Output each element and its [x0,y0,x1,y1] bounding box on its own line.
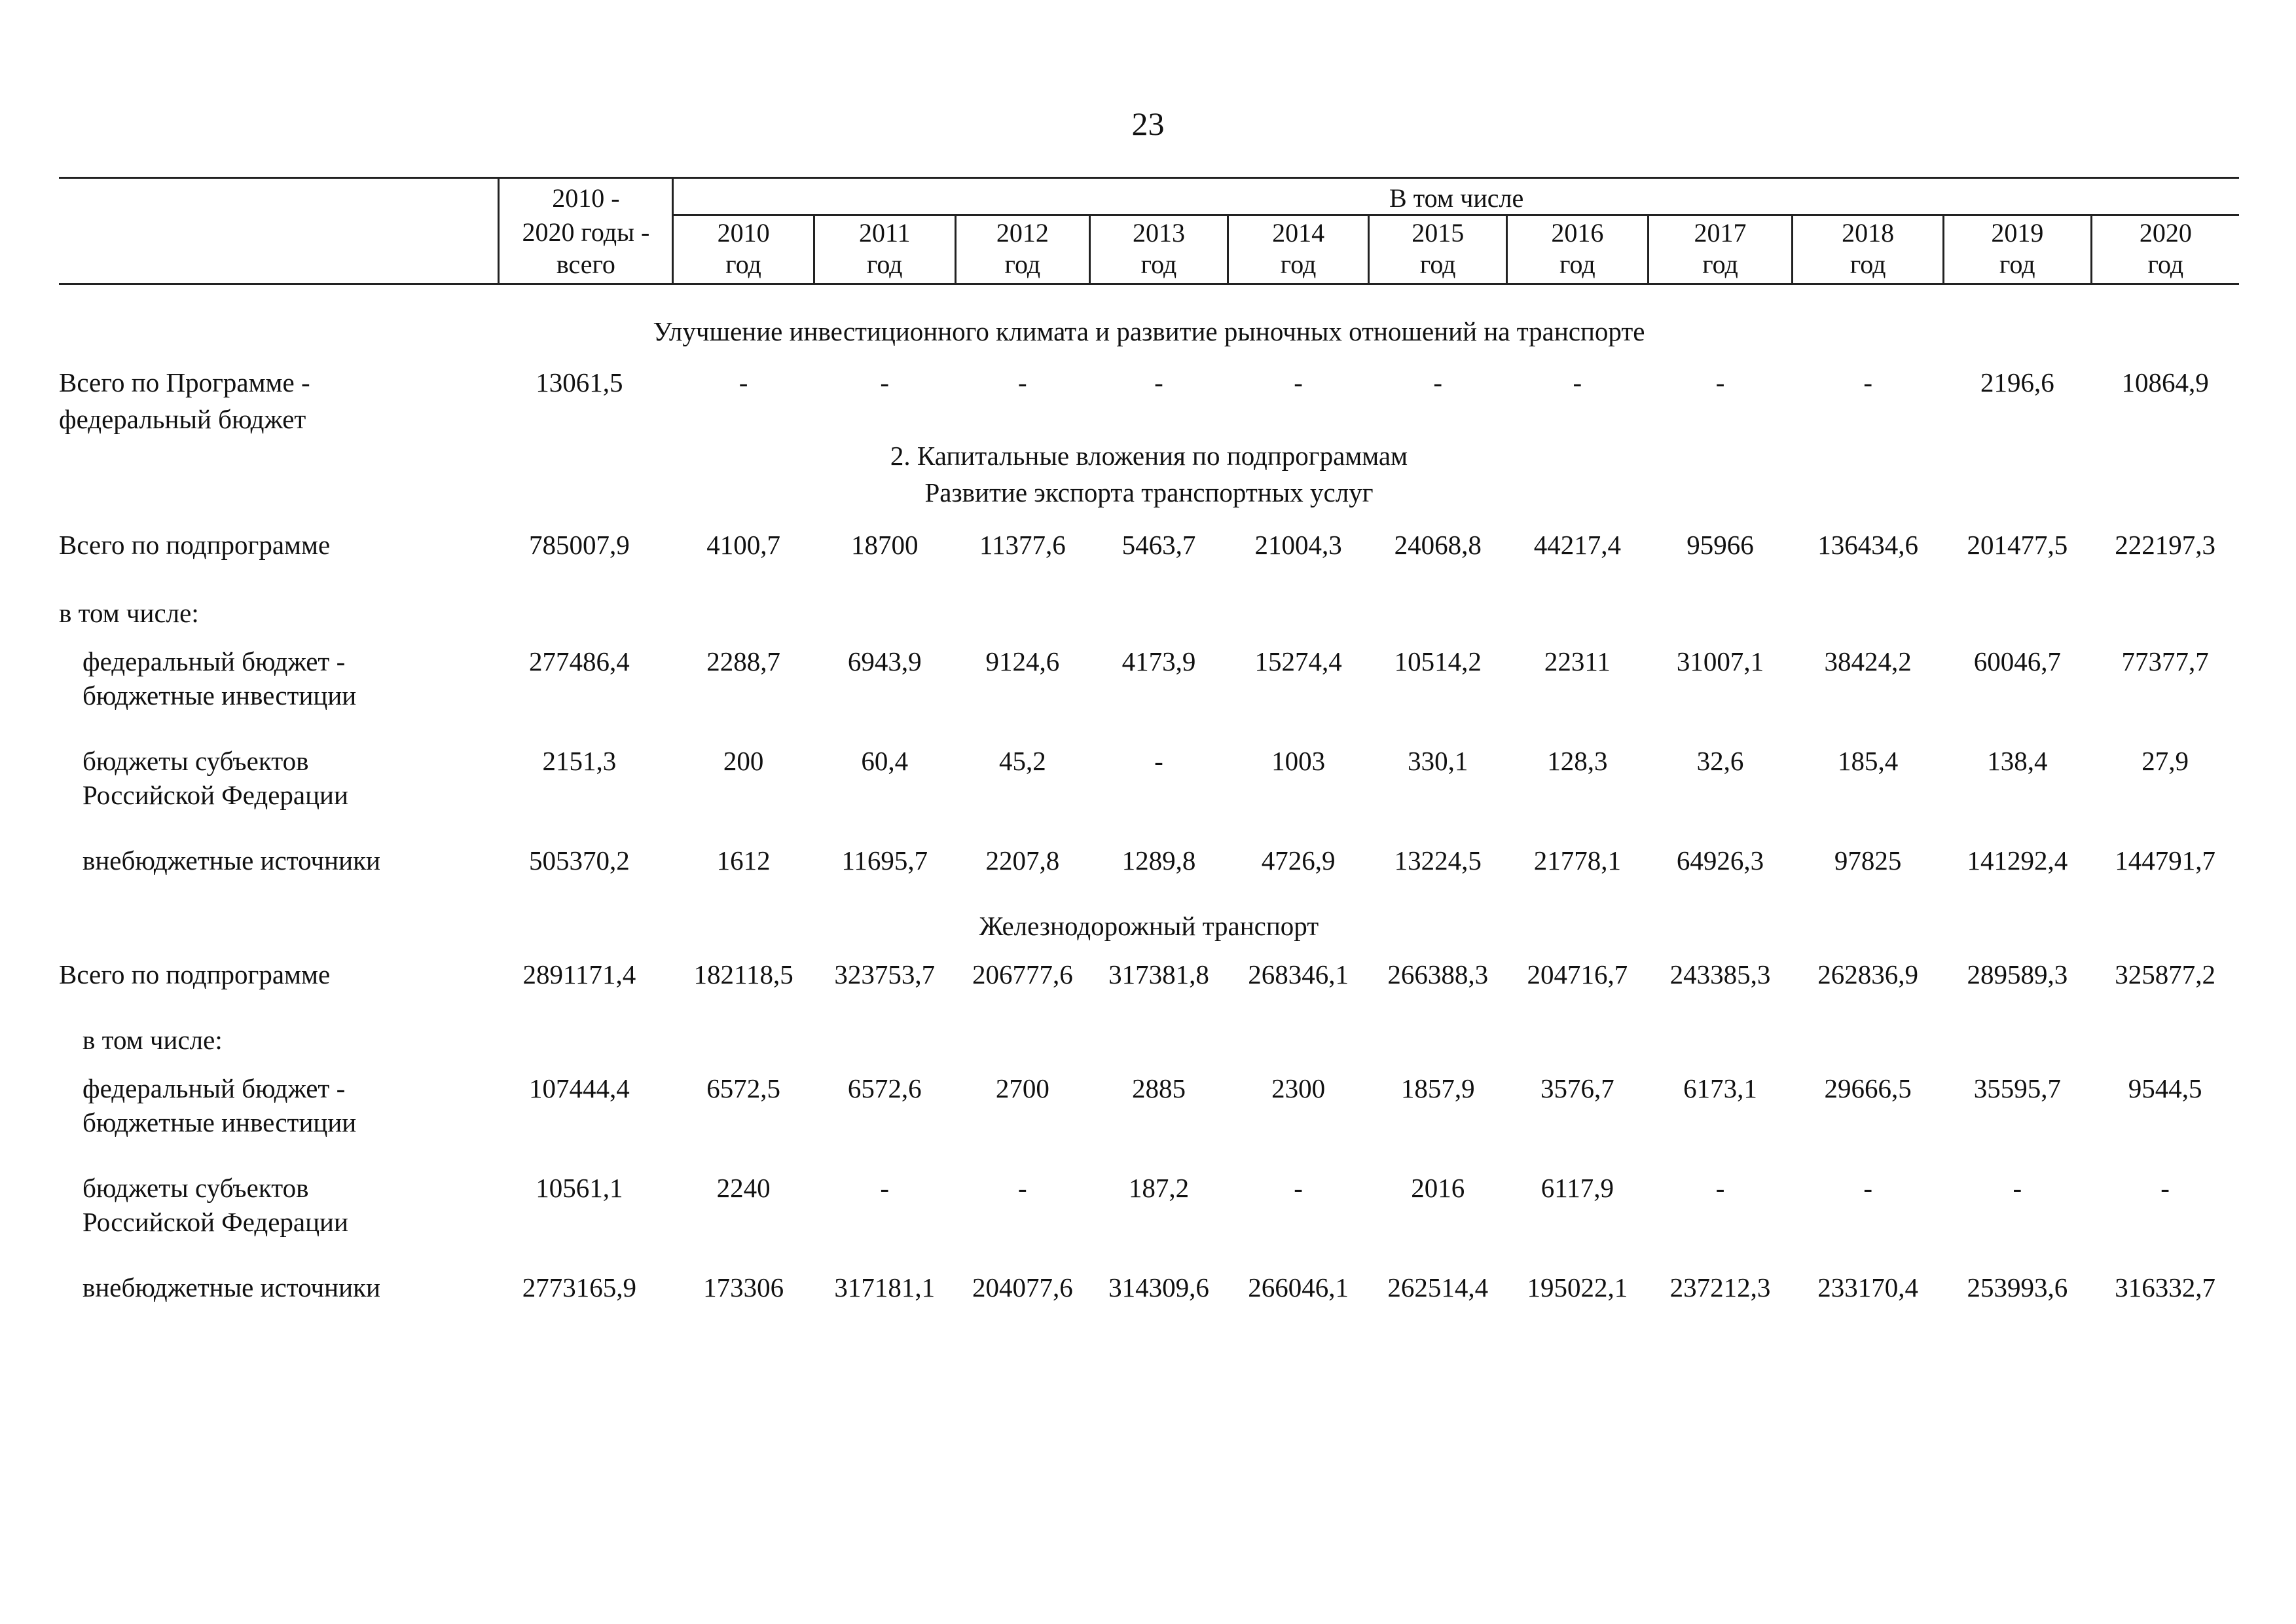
cell-year-2013: 1289,8 [1121,845,1196,876]
header-year-suffix: год [1090,249,1228,284]
table-row [59,1073,2239,1107]
cell-year-2017: 6173,1 [1683,1073,1757,1103]
cell-year-2020: 325877,2 [2115,959,2215,989]
cell-year-2014: 15274,4 [1254,646,1342,676]
cell-year-2011: 6943,9 [847,646,922,676]
cell-year-2017: 32,6 [1696,745,1744,776]
cell-year-2019: 289589,3 [1967,959,2068,989]
cell-year-2013: 314309,6 [1108,1272,1209,1302]
cell-year-2012: 2207,8 [985,845,1060,876]
header-year-2015: 2015 [1369,215,1507,249]
cell-year-2018: 233170,4 [1817,1272,1919,1302]
table-row [59,646,2239,680]
cell-year-2011: - [880,1172,890,1203]
header-year-suffix: год [1369,249,1507,284]
cell-year-2011: 317181,1 [834,1272,936,1302]
header-year-suffix: год [955,249,1090,284]
header-year-2012: 2012 [955,215,1090,249]
header-year-suffix: год [2091,249,2239,284]
cell-year-2010: 4100,7 [706,529,780,560]
cell-year-2010: 2288,7 [706,646,780,676]
cell-year-2017: 237212,3 [1669,1272,1771,1302]
cell-year-2010: 173306 [703,1272,784,1302]
row-label: Всего по подпрограмме [59,959,331,989]
cell-year-2011: 6572,6 [847,1073,922,1103]
cell-year-2017: - [1715,1172,1725,1203]
cell-year-2013: 187,2 [1128,1172,1190,1203]
header-year-2014: 2014 [1228,215,1369,249]
including-label: в том числе: [59,597,199,628]
cell-year-2016: 195022,1 [1527,1272,1628,1302]
cell-total: 505370,2 [529,845,630,876]
including-label: в том числе: [82,1024,223,1055]
cell-year-2019: 2196,6 [1980,367,2054,397]
cell-year-2015: 13224,5 [1394,845,1482,876]
cell-year-2017: 31007,1 [1676,646,1764,676]
section-export-services: Развитие экспорта транспортных услуг [924,477,1374,507]
cell-total: 2891171,4 [522,959,636,989]
funding-table [59,177,2239,1311]
cell-year-2012: 206777,6 [972,959,1073,989]
cell-year-2013: - [1154,745,1163,776]
table-row [59,959,2239,1024]
cell-year-2020: 77377,7 [2121,646,2209,676]
header-in-that-number: В том числе [673,178,2239,215]
cell-year-2015: 330,1 [1408,745,1468,776]
cell-year-2020: 222197,3 [2115,529,2215,560]
cell-total: 10561,1 [536,1172,623,1203]
cell-year-2020: 9544,5 [2128,1073,2202,1103]
cell-year-2016: 21778,1 [1533,845,1621,876]
cell-year-2019: 253993,6 [1967,1272,2068,1302]
cell-year-2011: 323753,7 [834,959,936,989]
table-row [59,367,2239,403]
row-label: Всего по подпрограмме [59,529,331,560]
cell-year-2010: 200 [723,745,764,776]
row-label: бюджеты субъектов [82,745,309,776]
cell-total: 107444,4 [529,1073,630,1103]
cell-year-2011: 11695,7 [841,845,928,876]
row-label: федеральный бюджет - [82,1073,346,1103]
cell-year-2016: 22311 [1544,646,1611,676]
cell-year-2018: 185,4 [1838,745,1899,776]
row-label: внебюджетные источники [82,1272,380,1302]
cell-year-2014: 1003 [1271,745,1326,776]
cell-year-2018: 29666,5 [1824,1073,1912,1103]
cell-year-2012: 11377,6 [979,529,1066,560]
cell-year-2020: 10864,9 [2121,367,2209,397]
header-year-2016: 2016 [1507,215,1649,249]
header-year-suffix: год [814,249,955,284]
row-label-cont: Российской Федерации [82,1206,348,1237]
header-year-suffix: год [1793,249,1944,284]
header-total-line-3: всего [499,249,673,284]
cell-year-2017: 64926,3 [1676,845,1764,876]
cell-year-2020: 144791,7 [2115,845,2215,876]
cell-year-2016: 6117,9 [1540,1172,1614,1203]
cell-year-2015: - [1433,367,1443,397]
header-year-2013: 2013 [1090,215,1228,249]
cell-year-2015: 1857,9 [1400,1073,1475,1103]
cell-year-2019: - [2013,1172,2022,1203]
cell-year-2010: 1612 [716,845,771,876]
header-year-suffix: год [673,249,814,284]
cell-year-2015: 24068,8 [1394,529,1482,560]
cell-year-2015: 2016 [1411,1172,1465,1203]
cell-year-2014: 4726,9 [1261,845,1336,876]
row-label: внебюджетные источники [82,845,380,876]
cell-year-2012: 9124,6 [985,646,1060,676]
cell-year-2020: 316332,7 [2115,1272,2215,1302]
cell-year-2019: 201477,5 [1967,529,2068,560]
header-year-suffix: год [1648,249,1793,284]
cell-year-2011: 60,4 [861,745,909,776]
row-label-cont: бюджетные инвестиции [82,680,357,710]
cell-year-2012: - [1018,1172,1027,1203]
table-row [59,529,2239,597]
row-label: бюджеты субъектов [82,1172,309,1203]
cell-year-2020: - [2160,1172,2170,1203]
cell-year-2017: - [1715,367,1725,397]
cell-year-2018: 136434,6 [1817,529,1919,560]
cell-total: 2773165,9 [522,1272,636,1302]
header-blank [59,178,499,284]
cell-year-2018: 262836,9 [1817,959,1919,989]
cell-year-2019: 141292,4 [1967,845,2068,876]
cell-year-2014: - [1294,367,1303,397]
header-year-2017: 2017 [1648,215,1793,249]
cell-year-2017: 243385,3 [1669,959,1771,989]
header-year-suffix: год [1228,249,1369,284]
section-capital-investments: 2. Капитальные вложения по подпрограммам [890,440,1408,471]
cell-year-2014: 2300 [1271,1073,1326,1103]
header-total-line-1: 2010 - [499,178,673,215]
table-row [59,745,2239,779]
table-row [59,1172,2239,1206]
row-label-cont: бюджетные инвестиции [82,1107,357,1137]
cell-year-2013: - [1154,367,1163,397]
header-year-2018: 2018 [1793,215,1944,249]
cell-year-2013: 5463,7 [1121,529,1196,560]
cell-year-2019: 35595,7 [1973,1073,2061,1103]
cell-year-2016: 204716,7 [1527,959,1628,989]
cell-year-2018: 38424,2 [1824,646,1912,676]
cell-year-2012: 45,2 [998,745,1046,776]
cell-year-2019: 60046,7 [1973,646,2061,676]
cell-year-2016: 44217,4 [1533,529,1621,560]
cell-year-2015: 10514,2 [1394,646,1482,676]
cell-year-2018: - [1863,367,1872,397]
row-label: федеральный бюджет - [82,646,346,676]
cell-year-2011: - [880,367,890,397]
cell-year-2011: 18700 [850,529,919,560]
cell-year-2016: 3576,7 [1540,1073,1614,1103]
cell-year-2010: - [738,367,748,397]
cell-year-2013: 2885 [1131,1073,1186,1103]
cell-total: 785007,9 [529,529,630,560]
cell-year-2016: 128,3 [1547,745,1608,776]
section-railway: Железнодорожный транспорт [979,910,1319,941]
row-label: Всего по Программе - [59,367,310,397]
cell-total: 13061,5 [536,367,623,397]
header-year-2019: 2019 [1944,215,2092,249]
cell-year-2020: 27,9 [2141,745,2189,776]
cell-year-2018: - [1863,1172,1872,1203]
cell-year-2014: 21004,3 [1254,529,1342,560]
page-number: 23 [1131,105,1165,142]
cell-year-2015: 266388,3 [1387,959,1489,989]
header-year-2011: 2011 [814,215,955,249]
header-total-line-2: 2020 годы - [499,215,673,249]
header-year-suffix: год [1507,249,1649,284]
cell-year-2019: 138,4 [1987,745,2048,776]
table-header [59,178,2239,284]
cell-year-2013: 4173,9 [1121,646,1196,676]
cell-year-2017: 95966 [1686,529,1754,560]
cell-year-2014: - [1294,1172,1303,1203]
cell-year-2014: 268346,1 [1248,959,1349,989]
cell-year-2012: 204077,6 [972,1272,1073,1302]
cell-year-2010: 2240 [716,1172,771,1203]
cell-year-2016: - [1573,367,1582,397]
table-row [59,845,2239,910]
cell-year-2010: 6572,5 [706,1073,780,1103]
cell-year-2012: 2700 [995,1073,1049,1103]
row-label-cont: Российской Федерации [82,779,348,810]
cell-year-2015: 262514,4 [1387,1272,1489,1302]
cell-year-2018: 97825 [1834,845,1902,876]
cell-total: 2151,3 [542,745,617,776]
section-invest-climate: Улучшение инвестиционного климата и развитие рыночных отношений на транспорте [653,316,1645,346]
cell-total: 277486,4 [529,646,630,676]
header-year-2020: 2020 [2091,215,2239,249]
table-row [59,1272,2239,1311]
cell-year-2014: 266046,1 [1248,1272,1349,1302]
cell-year-2013: 317381,8 [1108,959,1209,989]
header-year-2010: 2010 [673,215,814,249]
row-label-cont: федеральный бюджет [59,403,306,434]
header-year-suffix: год [1944,249,2092,284]
cell-year-2012: - [1018,367,1027,397]
cell-year-2010: 182118,5 [693,959,793,989]
